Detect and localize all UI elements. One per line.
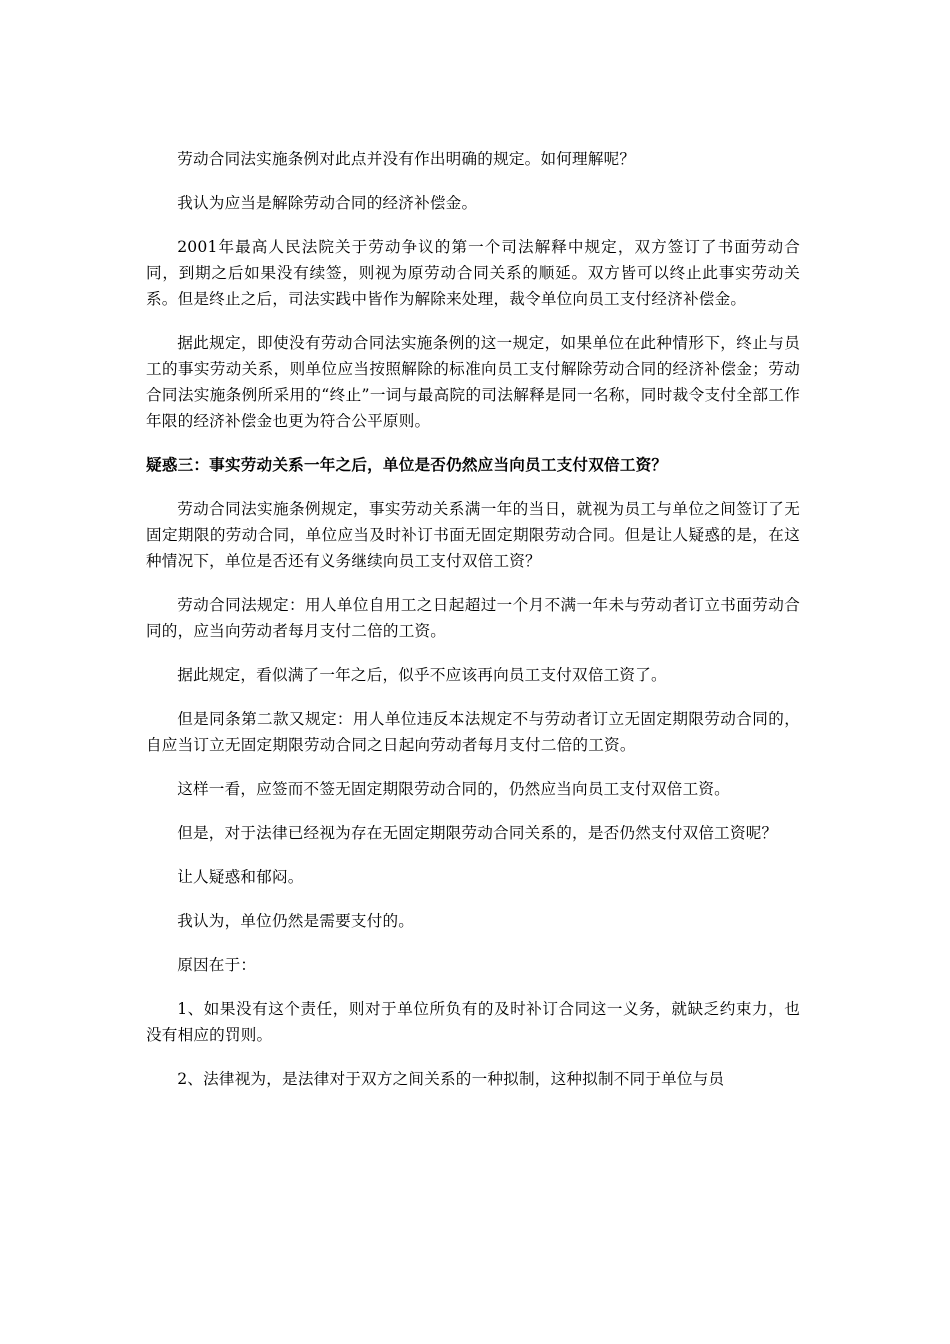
paragraph-5: 劳动合同法实施条例规定，事实劳动关系满一年的当日，就视为员工与单位之间签订了无固定期限的劳动合同，单位应当及时补订书面无固定期限劳动合同。但是让人疑惑的是，在这种情况下，单位是否还有义务继续向员工支付双倍工资？ xyxy=(146,500,800,570)
paragraph-15: 2、法律视为，是法律对于双方之间关系的一种拟制，这种拟制不同于单位与员 xyxy=(177,1070,725,1088)
paragraph-4: 据此规定，即使没有劳动合同法实施条例的这一规定，如果单位在此种情形下，终止与员工的事实劳动关系，则单位应当按照解除的标准向员工支付解除劳动合同的经济补偿金；劳动合同法实施条例所采用的“终止”一词与最高院的司法解释是同一名称，同时裁令支付全部工作年限的经济补偿金也更为符合公平原则。 xyxy=(146,334,800,430)
section-heading: 疑惑三：事实劳动关系一年之后，单位是否仍然应当向员工支付双倍工资？ xyxy=(146,455,668,474)
paragraph-2: 我认为应当是解除劳动合同的经济补偿金。 xyxy=(177,194,478,212)
paragraph-6: 劳动合同法规定：用人单位自用工之日起超过一个月不满一年未与劳动者订立书面劳动合同的，应当向劳动者每月支付二倍的工资。 xyxy=(146,596,800,640)
paragraph-12: 我认为，单位仍然是需要支付的。 xyxy=(177,912,415,930)
paragraph-13: 原因在于： xyxy=(177,956,257,974)
paragraph-10: 但是，对于法律已经视为存在无固定期限劳动合同关系的，是否仍然支付双倍工资呢？ xyxy=(177,824,778,842)
paragraph-14: 1、如果没有这个责任，则对于单位所负有的及时补订合同这一义务，就缺乏约束力，也没有相应的罚则。 xyxy=(146,1000,800,1044)
paragraph-11: 让人疑惑和郁闷。 xyxy=(177,868,304,886)
paragraph-1: 劳动合同法实施条例对此点并没有作出明确的规定。如何理解呢？ xyxy=(177,150,636,168)
paragraph-3: 2001年最高人民法院关于劳动争议的第一个司法解释中规定，双方签订了书面劳动合同，到期之后如果没有续签，则视为原劳动合同关系的顺延。双方皆可以终止此事实劳动关系。但是终止之后，司法实践中皆作为解除来处理，裁令单位向员工支付经济补偿金。 xyxy=(146,238,800,308)
paragraph-8: 但是同条第二款又规定：用人单位违反本法规定不与劳动者订立无固定期限劳动合同的，自应当订立无固定期限劳动合同之日起向劳动者每月支付二倍的工资。 xyxy=(146,710,800,754)
paragraph-7: 据此规定，看似满了一年之后，似乎不应该再向员工支付双倍工资了。 xyxy=(177,666,667,684)
document-body xyxy=(146,146,800,1092)
paragraph-9: 这样一看，应签而不签无固定期限劳动合同的，仍然应当向员工支付双倍工资。 xyxy=(177,780,730,798)
